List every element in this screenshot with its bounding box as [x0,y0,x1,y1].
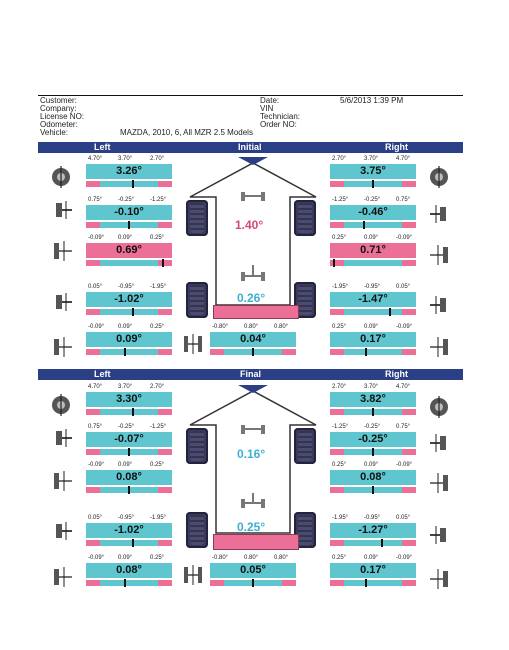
final-header-bar [38,369,463,380]
lim: -0.25° [118,424,135,430]
rl-camber-value: -1.02° [86,523,172,538]
lim: 0.25° [150,324,165,330]
caster-left-icon [50,394,72,416]
gauge-zone [402,540,416,546]
gauge-zone [158,487,172,493]
gauge-zone [330,260,344,266]
technician-label: Technician: [260,112,301,121]
rl-toe-value: 0.08° [86,563,172,578]
fr-camber-gauge [330,449,416,455]
gauge-zone [282,580,296,586]
lim: -0.25° [118,197,135,203]
lim: 4.70° [88,384,103,390]
rl-toe-gauge [86,349,172,355]
lim: 2.70° [150,156,165,162]
tire-front-right [294,428,316,464]
tire-front-left [186,428,208,464]
rl-camber-gauge [86,309,172,315]
lim: 0.80° [244,555,259,561]
lim: -1.25° [150,197,167,203]
lim: 0.25° [332,462,347,468]
gauge-pointer [381,539,383,547]
rr-toe-gauge [330,349,416,355]
gauge-zone [86,349,100,355]
gauge-zone [402,222,416,228]
lim: 0.09° [118,462,133,468]
lim: 0.09° [118,324,133,330]
rr-toe-gauge [330,580,416,586]
date-value: 5/6/2013 1:39 PM [340,96,404,105]
rear-toe-left-icon [52,566,74,588]
vehicle-value: MAZDA, 2010, 6, All MZR 2.5 Models [120,128,253,137]
lim: 0.09° [364,324,379,330]
gauge-zone [100,540,158,546]
rear-camber-left-icon [52,520,74,542]
front-total-toe-final: 0.16° [237,447,266,461]
fr-toe-gauge [330,260,416,266]
gauge-zone [330,540,344,546]
lim: -1.25° [332,424,349,430]
final-title: Final [240,369,262,379]
lim: 3.70° [364,156,379,162]
gauge-zone [402,487,416,493]
thrust-icon [182,564,204,586]
fr-camber-value: -0.25° [330,432,416,447]
lim: -0.95° [118,284,135,290]
fr-toe-value: 0.71° [330,243,416,258]
gauge-zone [158,580,172,586]
lim: 0.25° [332,555,347,561]
lim: -0.80° [212,555,229,561]
rear-toe-right-icon [428,568,450,590]
rear-toe-left-icon [52,336,74,358]
gauge-pointer [132,539,134,547]
lim: 0.09° [364,235,379,241]
gauge-zone [86,449,100,455]
gauge-zone [330,487,344,493]
fr-caster-gauge [330,181,416,187]
toe-right-icon [428,472,450,494]
fr-caster-gauge [330,409,416,415]
gauge-pointer [252,579,254,587]
lim: -0.09° [396,324,413,330]
gauge-pointer [252,348,254,356]
fl-camber-gauge [86,449,172,455]
gauge-zone [158,540,172,546]
gauge-zone [402,349,416,355]
gauge-zone [402,309,416,315]
rl-camber-gauge [86,540,172,546]
lim: 0.75° [396,197,411,203]
license-label: License NO: [40,112,85,121]
rr-camber-gauge [330,540,416,546]
rr-camber-value: -1.27° [330,523,416,538]
lim: 0.09° [364,462,379,468]
thrust-bar-final [213,534,299,550]
lim: 0.05° [396,284,411,290]
gauge-pointer [124,348,126,356]
lim: 4.70° [396,156,411,162]
gauge-pointer [128,486,130,494]
gauge-zone [330,409,344,415]
gauge-pointer [132,408,134,416]
lim: -0.09° [396,462,413,468]
tire-rear-left [186,282,208,318]
gauge-zone [100,409,158,415]
gauge-zone [210,580,224,586]
gauge-pointer [128,448,130,456]
gauge-pointer [132,180,134,188]
lim: 0.80° [274,555,289,561]
rear-camber-left-icon [52,291,74,313]
gauge-zone [86,260,100,266]
lim: -1.95° [332,284,349,290]
lim: -1.95° [332,515,349,521]
lim: 0.25° [150,555,165,561]
camber-right-icon [428,203,450,225]
lim: 4.70° [396,384,411,390]
toe-left-icon [52,470,74,492]
initial-left-label: Left [94,142,111,152]
gauge-zone [344,580,402,586]
order-label: Order NO: [260,120,297,129]
rr-toe-value: 0.17° [330,332,416,347]
lim: 2.70° [332,384,347,390]
rear-total-toe-final: 0.25° [237,520,266,534]
gauge-zone [282,349,296,355]
lim: 0.25° [150,235,165,241]
lim: -0.09° [88,462,105,468]
fr-camber-value: -0.46° [330,205,416,220]
gauge-zone [402,580,416,586]
fr-camber-gauge [330,222,416,228]
thrust-bar-initial [213,305,299,319]
lim: 0.25° [150,462,165,468]
lim: 0.80° [244,324,259,330]
gauge-zone [158,222,172,228]
lim: 0.05° [396,515,411,521]
lim: -0.09° [88,235,105,241]
rear-camber-right-icon [428,294,450,316]
rear-camber-right-icon [428,524,450,546]
gauge-zone [100,181,158,187]
lim: 0.09° [118,555,133,561]
gauge-zone [158,309,172,315]
gauge-pointer [132,308,134,316]
gauge-zone [330,222,344,228]
thrust-gauge [210,349,296,355]
gauge-zone [330,449,344,455]
thrust-icon [182,333,204,355]
gauge-zone [402,260,416,266]
fl-camber-value: -0.10° [86,205,172,220]
initial-header-bar [38,142,463,153]
lim: 3.70° [118,156,133,162]
fl-toe-value: 0.69° [86,243,172,258]
gauge-pointer [124,579,126,587]
vehicle-label: Vehicle: [40,128,69,137]
gauge-zone [86,309,100,315]
fr-toe-gauge [330,487,416,493]
gauge-zone [344,349,402,355]
gauge-pointer [372,408,374,416]
fl-caster-value: 3.26° [86,164,172,179]
thrust-value: 0.04° [210,332,296,347]
gauge-pointer [363,221,365,229]
initial-right-label: Right [385,142,408,152]
lim: 0.25° [332,324,347,330]
gauge-zone [210,349,224,355]
gauge-pointer [372,448,374,456]
gauge-pointer [128,221,130,229]
lim: 0.75° [88,197,103,203]
fl-camber-value: -0.07° [86,432,172,447]
thrust-value: 0.05° [210,563,296,578]
gauge-zone [330,580,344,586]
gauge-zone [100,260,158,266]
gauge-zone [344,222,402,228]
final-left-label: Left [94,369,111,379]
gauge-zone [344,540,402,546]
gauge-pointer [365,579,367,587]
gauge-zone [402,409,416,415]
gauge-zone [344,260,402,266]
gauge-zone [330,349,344,355]
lim: -0.09° [396,555,413,561]
gauge-pointer [333,259,335,267]
tire-rear-left [186,512,208,548]
gauge-pointer [389,308,391,316]
lim: -0.09° [88,555,105,561]
gauge-pointer [162,259,164,267]
gauge-zone [158,349,172,355]
camber-left-icon [52,427,74,449]
lim: 0.05° [88,515,103,521]
fl-toe-value: 0.08° [86,470,172,485]
rl-camber-value: -1.02° [86,292,172,307]
lim: 0.09° [118,235,133,241]
fr-caster-value: 3.75° [330,164,416,179]
lim: 0.75° [396,424,411,430]
gauge-zone [86,487,100,493]
lim: 0.09° [364,555,379,561]
lim: 3.70° [118,384,133,390]
gauge-zone [344,309,402,315]
lim: -0.09° [396,235,413,241]
final-right-label: Right [385,369,408,379]
gauge-zone [86,222,100,228]
odometer-label: Odometer: [40,120,78,129]
rear-total-toe-initial: 0.26° [237,291,266,305]
tire-front-left [186,200,208,236]
gauge-zone [86,409,100,415]
lim: -0.09° [88,324,105,330]
gauge-pointer [372,486,374,494]
rl-toe-value: 0.09° [86,332,172,347]
lim: -1.25° [150,424,167,430]
lim: -1.95° [150,284,167,290]
fl-toe-gauge [86,260,172,266]
gauge-zone [100,349,158,355]
gauge-pointer [365,348,367,356]
lim: 0.75° [88,424,103,430]
caster-right-icon [428,396,450,418]
rr-camber-value: -1.47° [330,292,416,307]
gauge-zone [402,449,416,455]
fl-camber-gauge [86,222,172,228]
lim: 0.25° [332,235,347,241]
toe-right-icon [428,244,450,266]
lim: 3.70° [364,384,379,390]
rear-toe-right-icon [428,336,450,358]
lim: -0.95° [364,515,381,521]
vin-label: VIN [260,104,274,113]
lim: 2.70° [150,384,165,390]
fl-toe-gauge [86,487,172,493]
fr-caster-value: 3.82° [330,392,416,407]
lim: -0.25° [364,424,381,430]
customer-label: Customer: [40,96,77,105]
caster-left-icon [50,166,72,188]
lim: -1.25° [332,197,349,203]
gauge-zone [330,309,344,315]
rl-toe-gauge [86,580,172,586]
gauge-zone [158,260,172,266]
gauge-zone [330,181,344,187]
fl-caster-gauge [86,409,172,415]
date-label: Date: [260,96,280,105]
toe-left-icon [52,240,74,262]
gauge-zone [86,540,100,546]
gauge-zone [100,309,158,315]
camber-right-icon [428,432,450,454]
lim: -0.95° [364,284,381,290]
lim: -0.80° [212,324,229,330]
caster-right-icon [428,166,450,188]
gauge-zone [158,181,172,187]
rr-camber-gauge [330,309,416,315]
initial-title: Initial [238,142,262,152]
fl-caster-value: 3.30° [86,392,172,407]
lim: 4.70° [88,156,103,162]
lim: 0.05° [88,284,103,290]
front-total-toe-initial: 1.40° [235,218,264,232]
camber-left-icon [52,199,74,221]
lim: -1.95° [150,515,167,521]
lim: 2.70° [332,156,347,162]
gauge-zone [86,181,100,187]
gauge-pointer [372,180,374,188]
gauge-zone [402,181,416,187]
lim: 0.80° [274,324,289,330]
gauge-zone [158,409,172,415]
lim: -0.25° [364,197,381,203]
rr-toe-value: 0.17° [330,563,416,578]
gauge-zone [158,449,172,455]
lim: -0.95° [118,515,135,521]
gauge-zone [86,580,100,586]
tire-front-right [294,200,316,236]
fr-toe-value: 0.08° [330,470,416,485]
fl-caster-gauge [86,181,172,187]
company-label: Company: [40,104,77,113]
thrust-gauge [210,580,296,586]
gauge-zone [100,580,158,586]
